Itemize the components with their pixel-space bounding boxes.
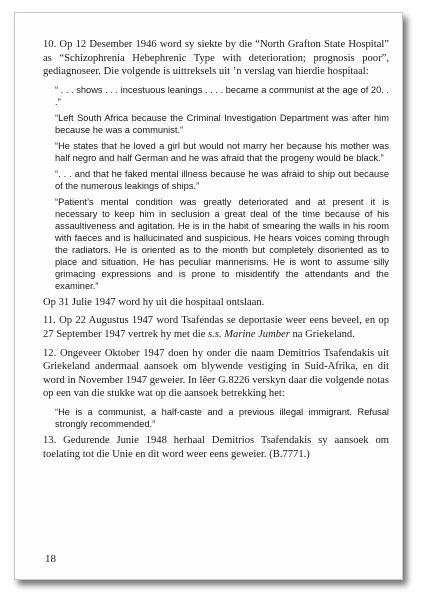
quote-6: “He is a communist, a half-caste and a previous illegal immigrant. Refusal strongly recommended.”: [55, 406, 389, 429]
quote-3: “He states that he loved a girl but would not marry her because his mother was half negro and half German and he was afraid that the progeny would be black.”: [55, 140, 389, 163]
paragraph-11-end: na Griekeland.: [289, 328, 355, 340]
quote-1: “ . . . shows . . . incestuous leanings . . . . became a communist at the age of 20. . .”: [55, 84, 389, 107]
paragraph-12: 12. Ongeveer Oktober 1947 doen hy onder die naam Demitrios Tsafendakis uit Griekeland andermaal aansoek om blywende vestiging in Suid-Afrika, en dit word in November 1947 geweier. In lêer G.8226 verskyn daar die volgende notas op een van die stukke wat op die aansoek betrekking het:: [43, 347, 389, 400]
page-content: [43, 38, 389, 466]
paragraph-13: 13. Gedurende Junie 1948 herhaal Demitrios Tsafendakis sy aansoek om toelating tot die Unie en dit word weer eens geweier. (B.7771.): [43, 434, 389, 460]
quote-5: “Patient’s mental condition was greatly deteriorated and at present it is necessary to keep him in seclusion a great deal of the time because of his assaultiveness and agitation. He is in the habit of smearing the walls in his room with faeces and is hallucinated and suspicious. He hears voices coming through the radiators. He is oriented as to the month but completely disoriented as to place and situation. He has peculiar mannerisms. He is wont to assume silly grimacing expressions and is prone to misidentify the attendants and the examiner.”: [55, 196, 389, 291]
paragraph-10: 10. Op 12 Desember 1946 word sy siekte by die “North Grafton State Hospital” as “Schizophrenia Hebephrenic Type with deterioration; prognosis poor”, gediagnoseer. Die volgende is uittreksels uit ’n verslag van hierdie hospitaal:: [43, 39, 389, 78]
quote-2: “Left South Africa because the Criminal Investigation Department was after him because he was a communist.”: [55, 112, 389, 135]
ship-name: s.s. Marine Jumber: [208, 328, 290, 340]
quote-4: “. . . and that he faked mental illness because he was afraid to ship out because of the numerous leakings of ships.”: [55, 168, 389, 191]
page-number: 18: [45, 553, 56, 565]
book-page: [14, 12, 403, 580]
paragraph-11: [43, 314, 389, 341]
paragraph-july: Op 31 Julie 1947 word hy uit die hospitaal ontslaan.: [43, 296, 265, 308]
paragraph-11-start: 11. Op 22 Augustus 1947 word Tsafendas se deportasie weer eens beveel, en op 27 September 1947 vertrek hy met die: [43, 315, 389, 340]
